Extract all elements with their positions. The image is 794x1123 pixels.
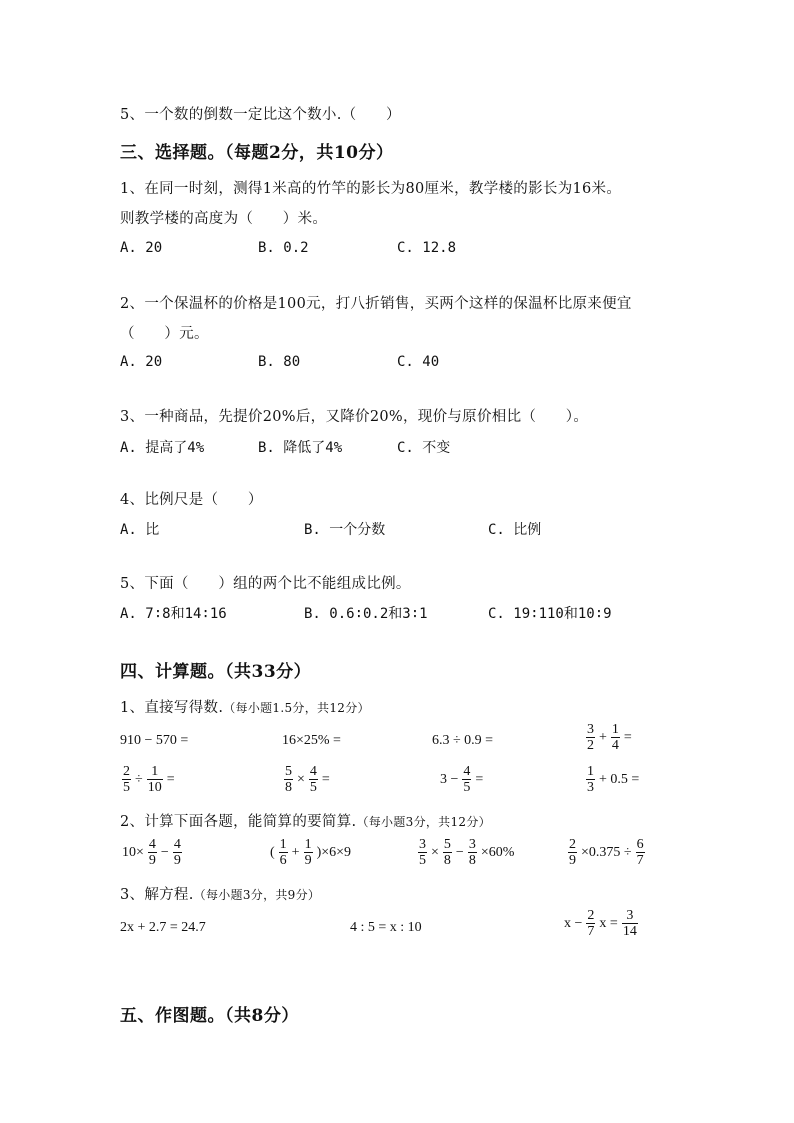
choice-q3-option-a: A. 提高了4% xyxy=(120,440,205,456)
calc-1-expr-1: 910 − 570 = xyxy=(120,733,189,748)
choice-q2-option-b: B. 80 xyxy=(258,354,301,370)
choice-q5-option-b: B. 0.6∶0.2和3∶1 xyxy=(304,606,428,622)
calc-1-expr-4: $\frac{3}{2}$ + $\frac{1}{4}$ = xyxy=(587,722,632,753)
calc-1-expr-6: $\frac{5}{8}$ × $\frac{4}{5}$ = xyxy=(285,764,330,795)
calc-1-expr-8: $\frac{1}{3}$ + 0.5 = xyxy=(587,764,640,795)
choice-q1-line1: 1、在同一时刻，测得1米高的竹竿的影长为80厘米，教学楼的影长为16米。 xyxy=(120,181,622,197)
choice-q4-option-b: B. 一个分数 xyxy=(304,522,386,538)
equation-1: 2x + 2.7 = 24.7 xyxy=(120,920,206,935)
choice-q4-option-a: A. 比 xyxy=(120,522,160,538)
choice-q2-option-a: A. 20 xyxy=(120,354,163,370)
choice-q1-option-c: C. 12.8 xyxy=(397,240,457,256)
calc-part2-label: 2、计算下面各题，能简算的要简算. xyxy=(120,814,357,830)
choice-q2-line2: （ ）元。 xyxy=(120,326,209,342)
section-3-heading: 三、选择题。（每题2分，共10分） xyxy=(120,143,394,163)
calc-part3-title xyxy=(120,883,320,904)
calc-part1-label: 1、直接写得数. xyxy=(120,700,224,716)
calc-1-expr-2: 16×25% = xyxy=(282,733,341,748)
calc-2-expr-2: ( $\frac{1}{6}$ + $\frac{1}{9}$ )×6×9 xyxy=(270,837,352,868)
calc-2-expr-1: 10× $\frac{4}{9}$ − $\frac{4}{9}$ xyxy=(122,837,181,868)
choice-q3-line1: 3、一种商品，先提价20%后，又降价20%，现价与原价相比（ ）。 xyxy=(120,409,589,425)
choice-q4-option-c: C. 比例 xyxy=(488,522,542,538)
section-5-heading: 五、作图题。（共8分） xyxy=(120,1006,299,1026)
calc-part2-title xyxy=(120,810,491,831)
choice-q5-option-c: C. 19∶110和10∶9 xyxy=(488,606,612,622)
calc-part1-title xyxy=(120,696,370,717)
choice-q1-option-b: B. 0.2 xyxy=(258,240,309,256)
choice-q5-line1: 5、下面（ ）组的两个比不能组成比例。 xyxy=(120,576,411,592)
calc-part1-note: （每小题1.5分，共12分） xyxy=(223,701,370,715)
choice-q3-option-c: C. 不变 xyxy=(397,440,451,456)
calc-part3-label: 3、解方程. xyxy=(120,887,194,903)
equation-2: 4 : 5 = x : 10 xyxy=(350,920,422,935)
judge-question-5: 5、一个数的倒数一定比这个数小.（ ） xyxy=(120,107,401,123)
choice-q1-option-a: A. 20 xyxy=(120,240,163,256)
calc-1-expr-5: $\frac{2}{5}$ ÷ $\frac{1}{10}$ = xyxy=(123,764,175,795)
choice-q2-option-c: C. 40 xyxy=(397,354,440,370)
calc-part3-note: （每小题3分，共9分） xyxy=(193,888,321,902)
choice-q5-option-a: A. 7∶8和14∶16 xyxy=(120,606,227,622)
calc-1-expr-7: 3 − $\frac{4}{5}$ = xyxy=(440,764,484,795)
choice-q3-option-b: B. 降低了4% xyxy=(258,440,343,456)
calc-2-expr-3: $\frac{3}{5}$ × $\frac{5}{8}$ − $\frac{3}{8}$ ×60% xyxy=(419,837,515,868)
choice-q2-line1: 2、一个保温杯的价格是100元，打八折销售，买两个这样的保温杯比原来便宜 xyxy=(120,296,632,312)
equation-3: x − $\frac{2}{7}$ x = $\frac{3}{14}$ xyxy=(564,908,637,939)
choice-q1-line2: 则教学楼的高度为（ ）米。 xyxy=(120,211,328,227)
calc-part2-note: （每小题3分，共12分） xyxy=(356,815,491,829)
calc-2-expr-4: $\frac{2}{9}$ ×0.375 ÷ $\frac{6}{7}$ xyxy=(569,837,644,868)
choice-q4-line1: 4、比例尺是（ ） xyxy=(120,492,263,508)
calc-1-expr-3: 6.3 ÷ 0.9 = xyxy=(432,733,494,748)
section-4-heading: 四、计算题。（共33分） xyxy=(120,662,312,682)
